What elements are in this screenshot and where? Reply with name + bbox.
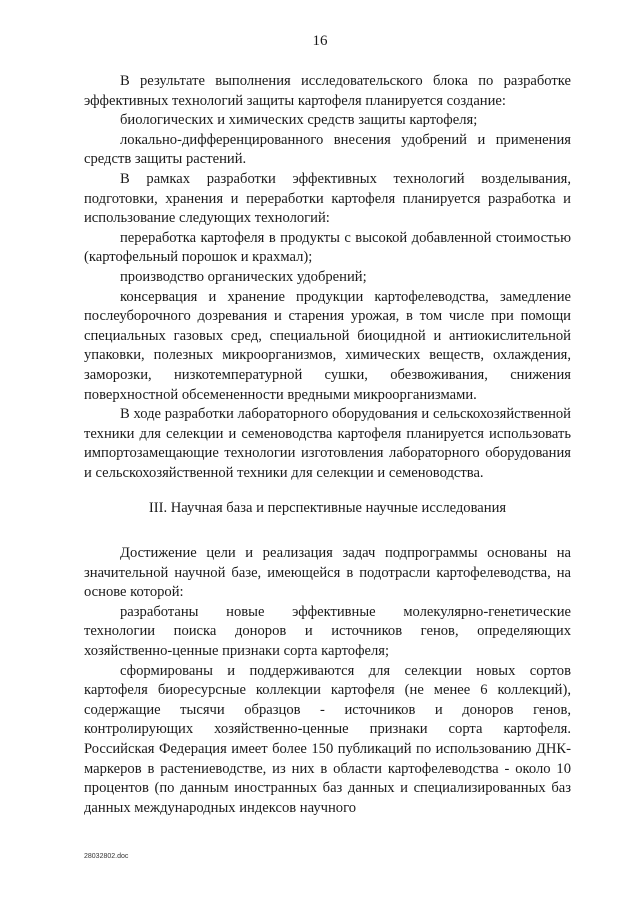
paragraph: консервация и хранение продукции картофелеводства, замедление послеуборочного дозревания и старения урожая, в том числе при помощи специальных газовых сред, специальной биоцидной и антиокислительной упаковки, полезных микроорганизмов, химических веществ, охлаждения, заморозки, низкотемпературной сушки, обезвоживания, снижения поверхностной обсемененности вредными микроорганизмами. <box>84 288 571 403</box>
paragraph: локально-дифференцированного внесения удобрений и применения средств защиты растений. <box>84 131 571 168</box>
document-file-code: 28032802.doc <box>84 853 129 860</box>
paragraph: В результате выполнения исследовательского блока по разработке эффективных технологий защиты картофеля планируется создание: <box>84 73 571 109</box>
paragraph: В рамках разработки эффективных технологий возделывания, подготовки, хранения и переработки картофеля планируется разработка и использование следующих технологий: <box>84 170 571 227</box>
document-body <box>84 72 571 818</box>
paragraph: биологических и химических средств защиты картофеля; <box>120 112 478 129</box>
paragraph: разработаны новые эффективные молекулярно-генетические технологии поиска доноров и источников генов, определяющих хозяйственно-ценные признаки сорта картофеля; <box>84 603 571 660</box>
paragraph: переработка картофеля в продукты с высокой добавленной стоимостью (картофельный порошок и крахмал); <box>84 229 571 266</box>
page-number: 16 <box>312 33 328 49</box>
paragraph: Достижение цели и реализация задач подпрограммы основаны на значительной научной базе, имеющейся в подотрасли картофелеводства, на основе которой: <box>84 545 571 601</box>
paragraph: В ходе разработки лабораторного оборудования и сельскохозяйственной техники для селекции и семеноводства картофеля планируется использовать импортозамещающие технологии изготовления лабораторного оборудования и сельскохозяйственной техники для селекции и семеноводства. <box>84 406 571 481</box>
paragraph: производство органических удобрений; <box>120 268 367 285</box>
section-heading: III. Научная база и перспективные научные исследования <box>148 500 507 517</box>
paragraph: сформированы и поддерживаются для селекции новых сортов картофеля биоресурсные коллекции картофеля (не менее 6 коллекций), содержащие тысячи образцов - источников и доноров генов, контролирующих хозяйственно-ценные признаки сорта картофеля. Российская Федерация имеет более 150 публикаций по использованию ДНК-маркеров в растениеводстве, из них в области картофелеводства - около 10 процентов (по данным иностранных баз данных и специализированных баз данных международных индексов научного <box>84 662 571 816</box>
